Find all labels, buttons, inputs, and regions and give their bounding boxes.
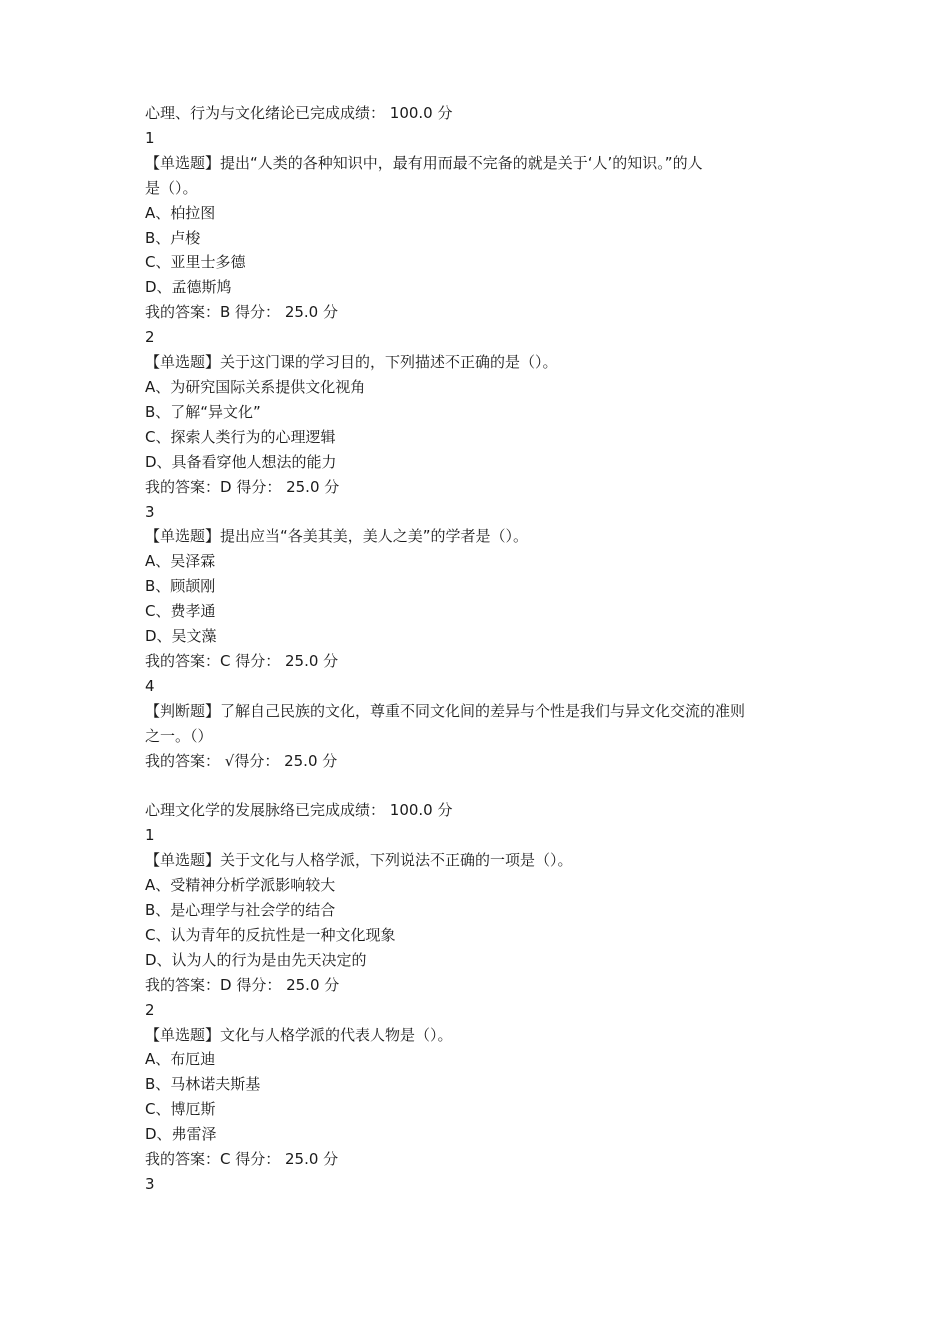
option-d: D、孟德斯鸠 xyxy=(145,278,232,297)
question-number: 2 xyxy=(145,1000,155,1019)
option-a: A、柏拉图 xyxy=(145,203,216,222)
answer-line: 我的答案：C 得分： 25.0 分 xyxy=(145,651,339,670)
option-a: A、布厄迪 xyxy=(145,1050,216,1069)
section-header: 心理、行为与文化绪论已完成成绩： 100.0 分 xyxy=(145,104,453,122)
question-number: 3 xyxy=(145,1174,155,1193)
option-b: B、了解“异文化” xyxy=(145,402,261,421)
option-d: D、吴文藻 xyxy=(145,627,217,646)
answer-line: 我的答案：D 得分： 25.0 分 xyxy=(145,477,340,496)
question-stem: 之一。（） xyxy=(145,726,213,745)
question-number: 1 xyxy=(145,128,155,147)
option-b: B、卢梭 xyxy=(145,228,201,247)
question-stem: 【单选题】提出“人类的各种知识中，最有用而最不完备的就是关于‘人’的知识。”的人 xyxy=(145,153,703,172)
option-a: A、受精神分析学派影响较大 xyxy=(145,876,336,895)
question-number: 3 xyxy=(145,502,155,521)
answer-line: 我的答案：C 得分： 25.0 分 xyxy=(145,1150,339,1169)
question-stem: 【单选题】关于文化与人格学派，下列说法不正确的一项是（）。 xyxy=(145,851,573,870)
option-c: C、博厄斯 xyxy=(145,1100,216,1119)
question-stem: 【判断题】了解自己民族的文化，尊重不同文化间的差异与个性是我们与异文化交流的准则 xyxy=(145,701,746,720)
section-header: 心理文化学的发展脉络已完成成绩： 100.0 分 xyxy=(145,801,453,820)
answer-line: 我的答案： √得分： 25.0 分 xyxy=(145,751,338,770)
answer-line: 我的答案：B 得分： 25.0 分 xyxy=(145,303,338,322)
option-b: B、是心理学与社会学的结合 xyxy=(145,900,336,919)
option-c: C、亚里士多德 xyxy=(145,253,246,272)
option-a: A、为研究国际关系提供文化视角 xyxy=(145,377,366,396)
option-a: A、吴泽霖 xyxy=(145,552,216,571)
question-number: 1 xyxy=(145,826,155,845)
option-c: C、认为青年的反抗性是一种文化现象 xyxy=(145,925,396,944)
option-d: D、弗雷泽 xyxy=(145,1125,217,1144)
option-c: C、探索人类行为的心理逻辑 xyxy=(145,427,336,446)
question-stem: 【单选题】文化与人格学派的代表人物是（）。 xyxy=(145,1025,453,1044)
question-number: 4 xyxy=(145,676,155,695)
document-content xyxy=(145,101,815,1197)
section-spacer xyxy=(145,773,815,798)
question-stem: 是（）。 xyxy=(145,178,198,197)
option-d: D、具备看穿他人想法的能力 xyxy=(145,452,337,471)
option-b: B、马林诺夫斯基 xyxy=(145,1075,261,1094)
option-c: C、费孝通 xyxy=(145,602,216,621)
option-b: B、顾颉刚 xyxy=(145,577,216,596)
question-stem: 【单选题】提出应当“各美其美，美人之美”的学者是（）。 xyxy=(145,527,529,546)
question-number: 2 xyxy=(145,328,155,347)
question-stem: 【单选题】关于这门课的学习目的，下列描述不正确的是（）。 xyxy=(145,353,558,372)
answer-line: 我的答案：D 得分： 25.0 分 xyxy=(145,975,340,994)
option-d: D、认为人的行为是由先天决定的 xyxy=(145,950,367,969)
